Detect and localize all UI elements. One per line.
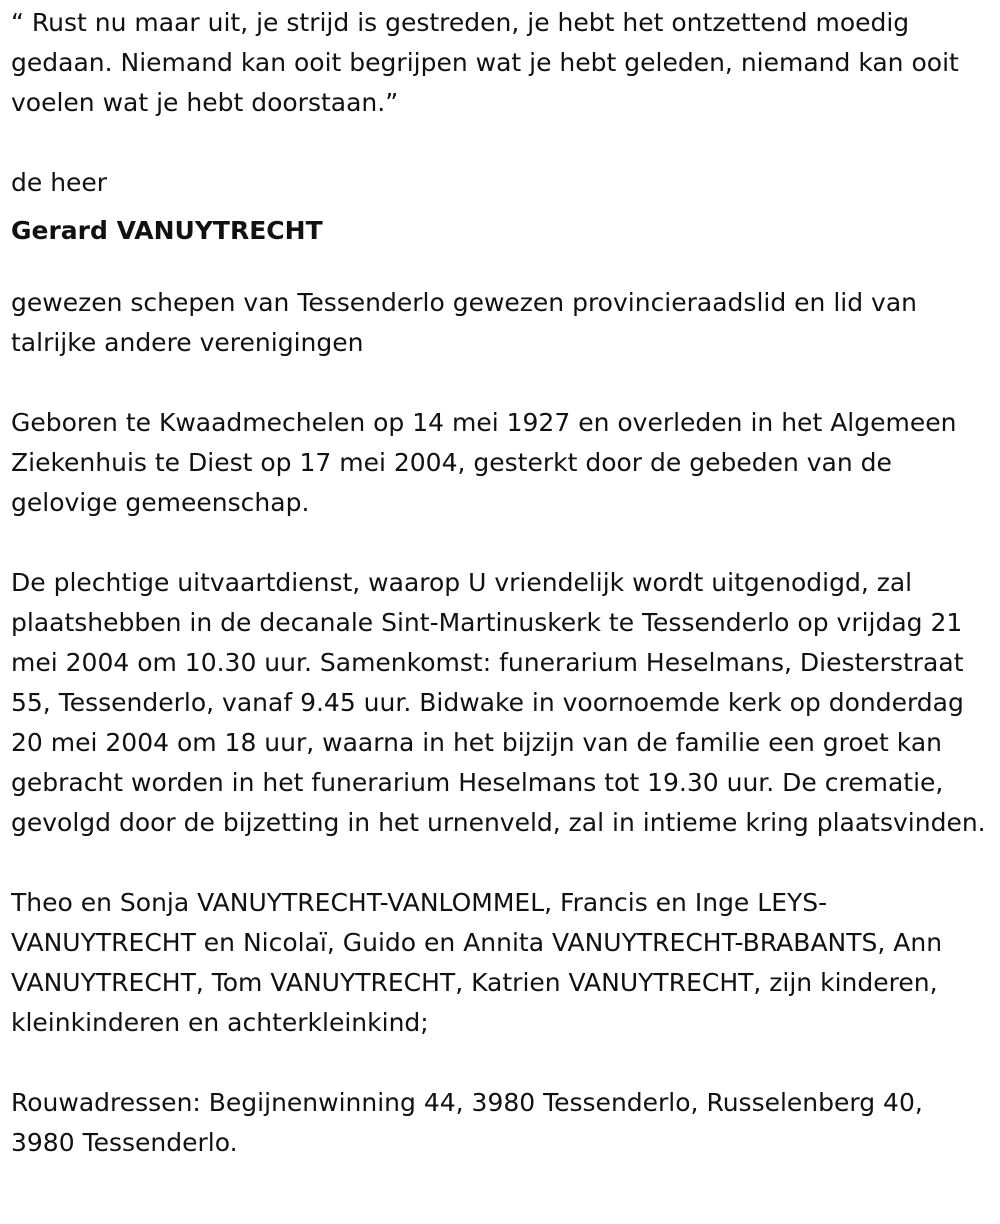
spacer bbox=[11, 1043, 991, 1083]
ceremony-paragraph: De plechtige uitvaartdienst, waarop U vriendelijk wordt uitgenodigd, zal plaatshebben in de decanale Sint-Martinuskerk te Tessenderlo op vrijdag 21 mei 2004 om 10.30 uur. Samenkomst: funerarium Heselmans, Diesterstraat 55, Tessenderlo, vanaf 9.45 uur. Bidwake in voornoemde kerk op donderdag 20 mei 2004 om 18 uur, waarna in het bijzijn van de familie een groet kan gebracht worden in het funerarium Heselmans tot 19.30 uur. De crematie, gevolgd door de bijzetting in het urnenveld, zal in intieme kring plaatsvinden. bbox=[11, 568, 986, 837]
spacer bbox=[11, 843, 991, 883]
spacer bbox=[11, 123, 991, 163]
quote-paragraph: “ Rust nu maar uit, je strijd is gestreden, je hebt het ontzettend moedig gedaan. Niemand kan ooit begrijpen wat je hebt geleden, niemand kan ooit voelen wat je hebt doorstaan.” bbox=[11, 8, 959, 117]
spacer bbox=[11, 523, 991, 563]
family-paragraph: Theo en Sonja VANUYTRECHT-VANLOMMEL, Francis en Inge LEYS-VANUYTRECHT en Nicolaï, Guido en Annita VANUYTRECHT-BRABANTS, Ann VANUYTRECHT, Tom VANUYTRECHT, Katrien VANUYTRECHT, zijn kinderen, kleinkinderen en achterkleinkind; bbox=[11, 888, 943, 1037]
deceased-name: Gerard VANUYTRECHT bbox=[11, 216, 323, 245]
addresses-paragraph: Rouwadressen: Begijnenwinning 44, 3980 Tessenderlo, Russelenberg 40, 3980 Tessenderlo. bbox=[11, 1088, 923, 1157]
salutation: de heer bbox=[11, 168, 108, 197]
spacer bbox=[11, 363, 991, 403]
spacer bbox=[11, 259, 991, 283]
function-paragraph: gewezen schepen van Tessenderlo gewezen provincieraadslid en lid van talrijke andere verenigingen bbox=[11, 288, 917, 357]
obituary-notice bbox=[11, 3, 991, 1163]
birth-death-paragraph: Geboren te Kwaadmechelen op 14 mei 1927 en overleden in het Algemeen Ziekenhuis te Diest op 17 mei 2004, gesterkt door de gebeden van de gelovige gemeenschap. bbox=[11, 408, 957, 517]
